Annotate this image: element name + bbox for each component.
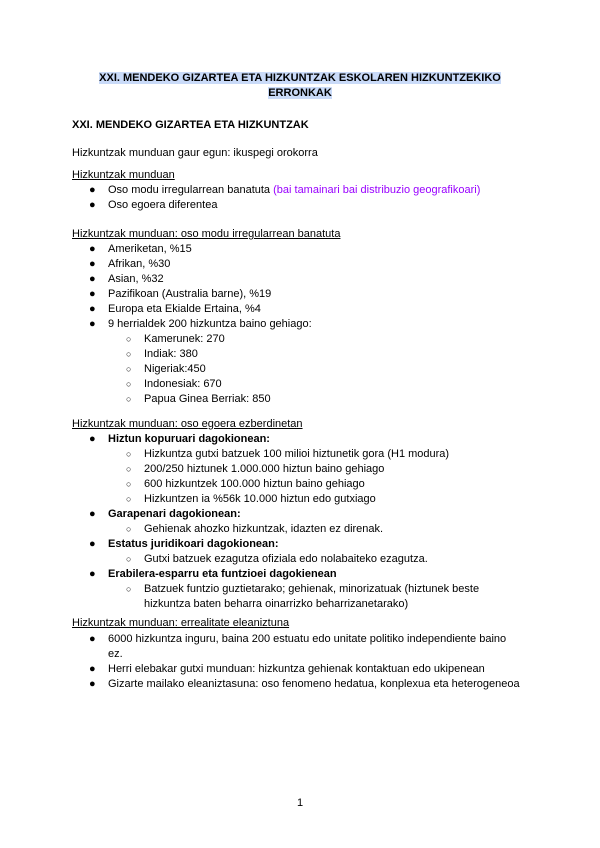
list-item-note: (bai tamainari bai distribuzio geografikoari) — [273, 184, 481, 196]
list-item-text: Asian, %32 — [108, 273, 164, 285]
sub-list-item-text: Batzuek funtzio guztietarako; gehienak, minorizatuak (hiztunek beste — [144, 583, 480, 595]
sub-list-item-text: Indonesiak: 670 — [144, 378, 222, 390]
list-item-text: Oso modu irregularrean banatuta — [108, 184, 274, 196]
section-2-list — [72, 242, 532, 407]
list-item: ● 9 herrialdek 200 hizkuntza baino gehiago: — [89, 318, 312, 330]
list-item: ● Oso modu irregularrean banatuta (bai tamainari bai distribuzio geografikoari) — [89, 184, 481, 196]
group-heading: Garapenari dagokionean: — [108, 508, 241, 520]
list-item: ● Hiztun kopuruari dagokionean: — [89, 433, 270, 445]
sub-list-item: ○ 200/250 hiztunek 1.000.000 hiztun baino gehiago — [126, 463, 385, 475]
sub-list-item-text: Kamerunek: 270 — [144, 333, 225, 345]
list-item-text-continued: ez. — [108, 648, 123, 660]
list-item: ● Oso egoera diferentea — [89, 199, 218, 211]
sub-list-item-text: Hizkuntzen ia %56k 10.000 hiztun edo gutxiago — [144, 493, 376, 505]
title-line-2: ERRONKAK — [268, 87, 332, 99]
sub-list-item-text: 200/250 hiztunek 1.000.000 hiztun baino gehiago — [144, 463, 385, 475]
list-item: ● 6000 hizkuntza inguru, baina 200 estuatu edo unitate politiko independiente baino ez. — [89, 633, 507, 660]
sub-list-item: ○ Indiak: 380 — [126, 348, 198, 360]
section-heading-1: Hizkuntzak munduan — [72, 169, 175, 181]
sub-list-item: ○ Kamerunek: 270 — [126, 333, 225, 345]
sub-list-item-text: Gutxi batzuek ezagutza ofiziala edo nolabaiteko ezagutza. — [144, 553, 428, 565]
section-heading-4: Hizkuntzak munduan: errealitate eleaniztuna — [72, 617, 290, 629]
list-item-text: Europa eta Ekialde Ertaina, %4 — [108, 303, 261, 315]
section-heading-2: Hizkuntzak munduan: oso modu irregularrean banatuta — [72, 228, 341, 240]
group-heading: Erabilera-esparru eta funtzioei dagokienean — [108, 568, 337, 580]
sub-list-item: ○ Hizkuntzen ia %56k 10.000 hiztun edo gutxiago — [126, 493, 376, 505]
document-title — [60, 71, 540, 101]
list-item: ● Pazifikoan (Australia barne), %19 — [89, 288, 272, 300]
list-item: ● Europa eta Ekialde Ertaina, %4 — [89, 303, 261, 315]
page-number: 1 — [296, 797, 304, 809]
list-item: ● Herri elebakar gutxi munduan: hizkuntza gehienak kontaktuan edo ukipenean — [89, 663, 485, 675]
list-item: ● Afrikan, %30 — [89, 258, 171, 270]
intro-paragraph: Hizkuntzak munduan gaur egun: ikuspegi orokorra — [72, 147, 318, 159]
sub-list-item-text: Hizkuntza gutxi batzuek 100 milioi hiztunetik gora (H1 modura) — [144, 448, 450, 460]
sub-list-item: ○ Nigeriak:450 — [126, 363, 206, 375]
section-4-list — [72, 632, 532, 692]
list-item-text: Ameriketan, %15 — [108, 243, 192, 255]
section-3-list — [72, 432, 532, 612]
list-item: ● Ameriketan, %15 — [89, 243, 192, 255]
sub-list-item-text: Nigeriak:450 — [144, 363, 206, 375]
section-title: XXI. MENDEKO GIZARTEA ETA HIZKUNTZAK — [72, 119, 309, 131]
section-1-list — [72, 183, 532, 213]
title-line-1: XXI. MENDEKO GIZARTEA ETA HIZKUNTZAK ESKOLAREN HIZKUNTZEKIKO — [99, 72, 501, 84]
sub-list-item: ○ Papua Ginea Berriak: 850 — [126, 393, 271, 405]
sub-list-item: ○ Batzuek funtzio guztietarako; gehienak, minorizatuak (hiztunek beste hizkuntza baten beharra oinarrizko beharrizanetarako) — [126, 583, 480, 610]
sub-list-item-text-continued: hizkuntza baten beharra oinarrizko beharrizanetarako) — [144, 598, 409, 610]
list-item: ● Estatus juridikoari dagokionean: — [89, 538, 279, 550]
list-item-text: Herri elebakar gutxi munduan: hizkuntza gehienak kontaktuan edo ukipenean — [108, 663, 485, 675]
list-item: ● Asian, %32 — [89, 273, 164, 285]
group-heading: Hiztun kopuruari dagokionean: — [108, 433, 270, 445]
list-item-text: 9 herrialdek 200 hizkuntza baino gehiago: — [108, 318, 312, 330]
sub-list-item: ○ Gutxi batzuek ezagutza ofiziala edo nolabaiteko ezagutza. — [126, 553, 428, 565]
group-heading: Estatus juridikoari dagokionean: — [108, 538, 279, 550]
list-item-text: Pazifikoan (Australia barne), %19 — [108, 288, 272, 300]
sub-list-item: ○ 600 hizkuntzek 100.000 hiztun baino gehiago — [126, 478, 365, 490]
sub-list-item-text: Papua Ginea Berriak: 850 — [144, 393, 271, 405]
list-item-text: Oso egoera diferentea — [108, 199, 218, 211]
sub-list-item: ○ Gehienak ahozko hizkuntzak, idazten ez direnak. — [126, 523, 384, 535]
list-item-text: Afrikan, %30 — [108, 258, 171, 270]
sub-list-item-text: 600 hizkuntzek 100.000 hiztun baino gehiago — [144, 478, 365, 490]
sub-list-item: ○ Hizkuntza gutxi batzuek 100 milioi hiztunetik gora (H1 modura) — [126, 448, 450, 460]
list-item-text: 6000 hizkuntza inguru, baina 200 estuatu edo unitate politiko independiente baino — [108, 633, 507, 645]
sub-list-item-text: Indiak: 380 — [144, 348, 198, 360]
list-item: ● Garapenari dagokionean: — [89, 508, 241, 520]
section-heading-3: Hizkuntzak munduan: oso egoera ezberdinetan — [72, 418, 303, 430]
list-item: ● Gizarte mailako eleaniztasuna: oso fenomeno hedatua, konplexua eta heterogeneoa — [89, 678, 520, 690]
list-item-text: Gizarte mailako eleaniztasuna: oso fenomeno hedatua, konplexua eta heterogeneoa — [108, 678, 520, 690]
list-item: ● Erabilera-esparru eta funtzioei dagokienean — [89, 568, 337, 580]
sub-list-item: ○ Indonesiak: 670 — [126, 378, 222, 390]
sub-list-item-text: Gehienak ahozko hizkuntzak, idazten ez direnak. — [144, 523, 384, 535]
